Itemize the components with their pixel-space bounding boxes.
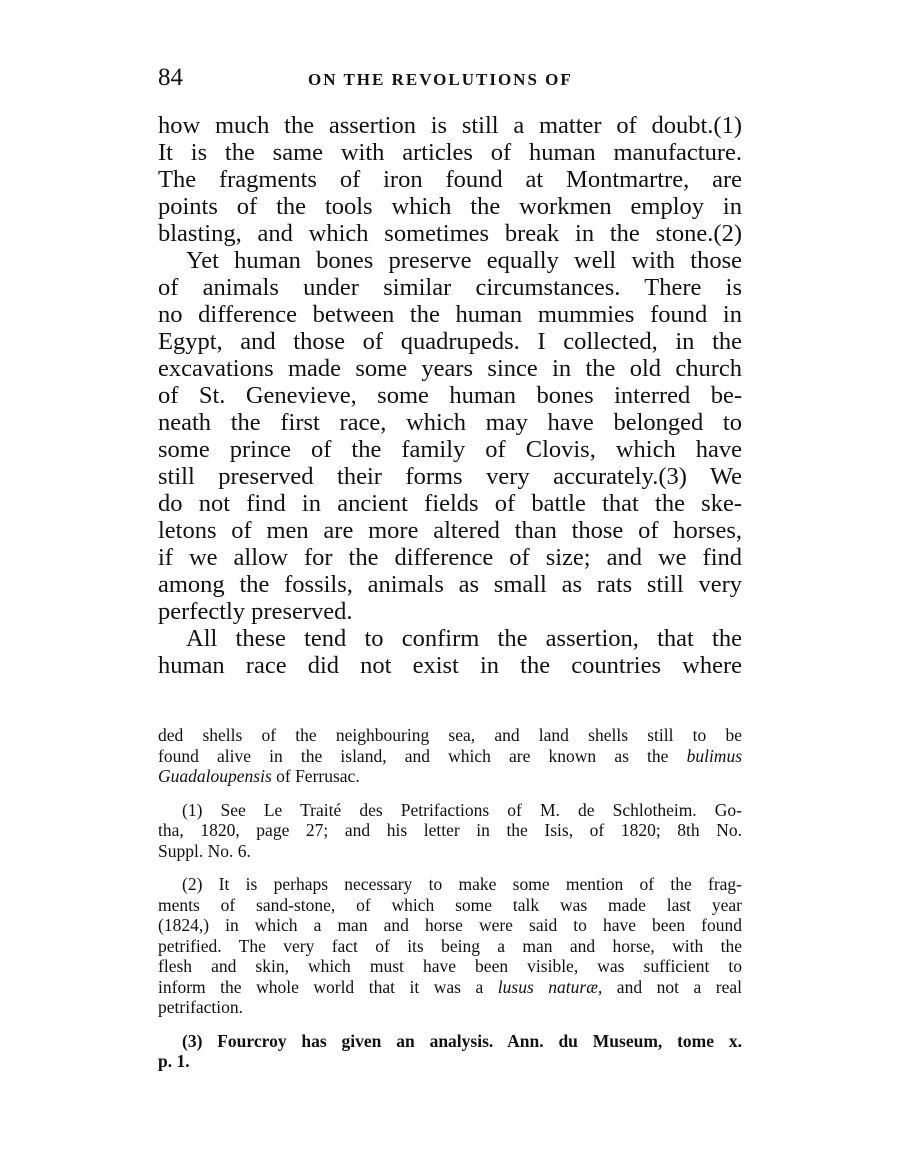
text-line: how much the assertion is still a matter of doubt.(1) (158, 112, 742, 139)
text-line: human race did not exist in the countries where (158, 652, 742, 679)
footnote-text: and not a real (616, 976, 743, 997)
footnote-line: (2) It is perhaps necessary to make some mention of the frag- (182, 874, 742, 894)
text-line: blasting, and which sometimes break in the stone.(2) (158, 220, 742, 247)
footnote-line: flesh and skin, which must have been visible, was sufficient to (158, 956, 742, 976)
running-head (158, 64, 742, 104)
footnote-italic: lusus naturæ, (497, 976, 603, 997)
text-line: The fragments of iron found at Montmartre, are (158, 166, 742, 193)
text-line: letons of men are more altered than those of horses, (158, 517, 742, 544)
footnote-line: tha, 1820, page 27; and his letter in the Isis, of 1820; 8th No. (158, 820, 742, 840)
footnotes (158, 725, 742, 1072)
text-line: do not find in ancient fields of battle that the ske- (158, 490, 742, 517)
footnote-1 (158, 800, 742, 862)
page-number: 84 (158, 64, 183, 91)
text-line: All these tend to confirm the assertion, that the (186, 625, 742, 652)
text-line: among the fossils, animals as small as rats still very (158, 571, 742, 598)
text-line: excavations made some years since in the old church (158, 355, 742, 382)
text-line: neath the first race, which may have belonged to (158, 409, 742, 436)
footnote-2 (158, 874, 742, 1018)
text-line: some prince of the family of Clovis, which have (158, 436, 742, 463)
footnote-italic: Guadaloupensis (158, 766, 272, 786)
footnote-text: inform the whole world that it was a (158, 976, 484, 997)
text-line: It is the same with articles of human manufacture. (158, 139, 742, 166)
footnote-line: (1) See Le Traité des Petrifactions of M. de Schlotheim. Go- (182, 799, 742, 820)
footnote-italic: bulimus (686, 745, 743, 766)
footnote-line: (3) Fourcroy has given an analysis. Ann. du Museum, tome x. (182, 1030, 742, 1051)
text-line: no difference between the human mummies found in (158, 301, 742, 328)
footnote-text: of Ferrusac. (276, 766, 360, 786)
text-line: perfectly preserved. (158, 598, 353, 625)
footnote-line: petrified. The very fact of its being a man and horse, with the (158, 935, 742, 956)
text-line: of St. Genevieve, some human bones interred be- (158, 382, 742, 409)
running-title: ON THE REVOLUTIONS OF (308, 70, 573, 89)
text-line: Yet human bones preserve equally well with those (186, 247, 742, 274)
footnote-text: found alive in the island, and which are known as the (158, 745, 669, 766)
footnote-line: petrifaction. (158, 997, 244, 1017)
text-line: if we allow for the difference of size; and we find (158, 544, 742, 571)
footnote-line (158, 766, 742, 787)
text-line: still preserved their forms very accurately.(3) We (158, 463, 742, 490)
footnote-line: Suppl. No. 6. (158, 840, 251, 861)
text-line: points of the tools which the workmen employ in (158, 193, 742, 220)
footnote-line: p. 1. (158, 1051, 190, 1071)
footnote-line: ded shells of the neighbouring sea, and land shells still to be (158, 725, 742, 745)
footnote-3 (158, 1031, 742, 1072)
footnote-line: (1824,) in which a man and horse were said to have been found (158, 915, 742, 935)
text-line: of animals under similar circumstances. There is (158, 274, 742, 301)
footnote-line: ments of sand-stone, of which some talk was made last year (158, 894, 742, 915)
footnote-line (158, 977, 742, 998)
footnote-line (158, 746, 742, 767)
main-text (158, 112, 742, 679)
text-line: Egypt, and those of quadrupeds. I collected, in the (158, 328, 742, 355)
book-page (158, 64, 742, 1085)
footnote-continuation (158, 725, 742, 787)
